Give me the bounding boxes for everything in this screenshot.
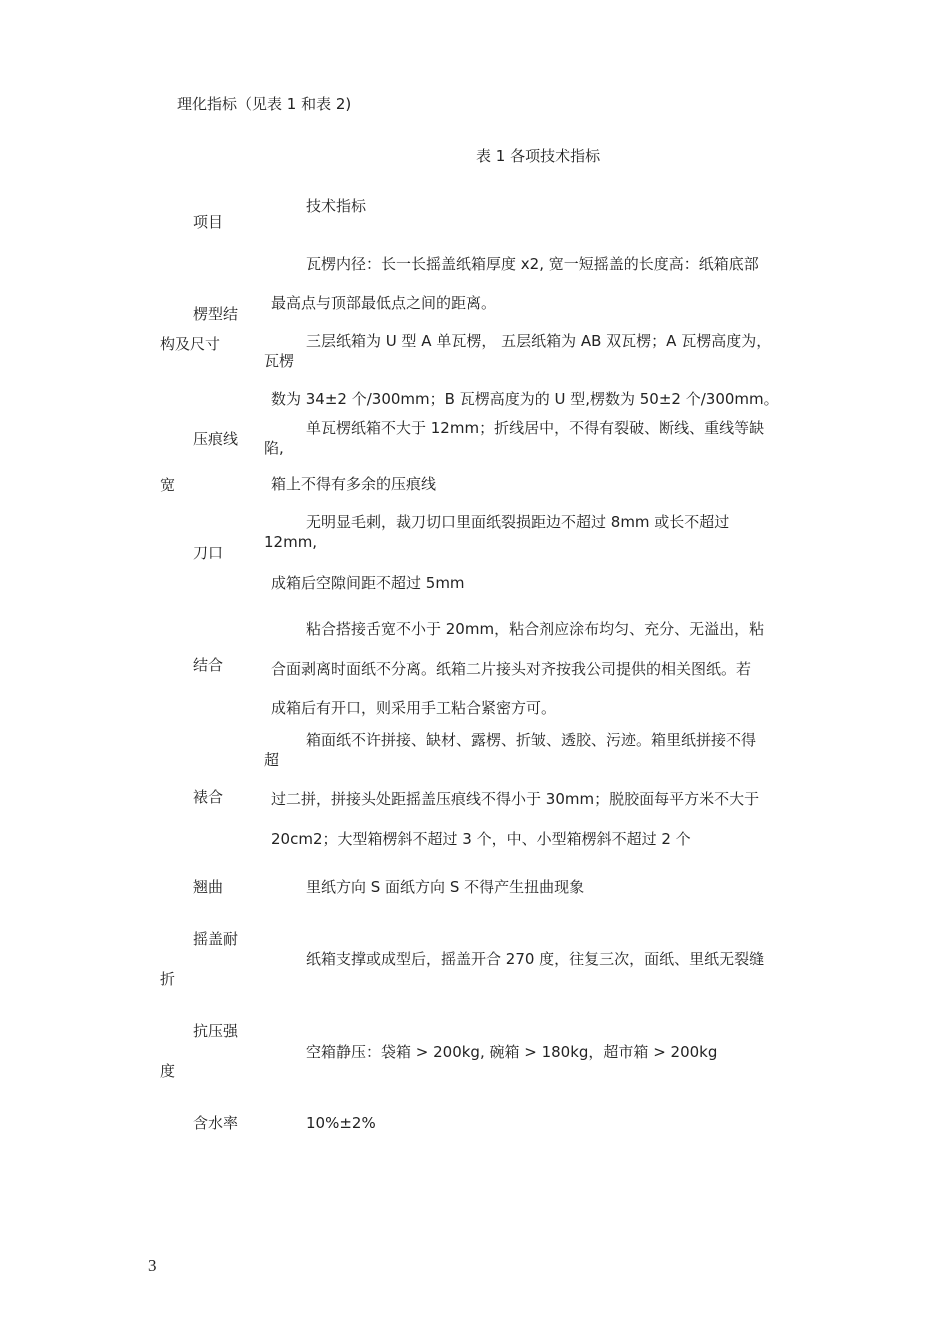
label-compress-2: 度	[160, 1062, 176, 1080]
spec-laminate-1: 箱面纸不许拼接、缺材、露楞、折皱、透胶、污迹。箱里纸拼接不得	[306, 731, 757, 749]
label-cut: 刀口	[193, 544, 224, 562]
spec-cut-1: 无明显毛刺，裁刀切口里面纸裂损距边不超过 8mm 或长不超过	[306, 513, 730, 531]
spec-crease-2: 陷,	[264, 439, 284, 457]
label-crease-1: 压痕线	[193, 430, 239, 448]
spec-warp: 里纸方向 S 面纸方向 S 不得产生扭曲现象	[306, 878, 585, 896]
page-number: 3	[148, 1256, 157, 1275]
spec-cut-2: 12mm,	[264, 533, 318, 551]
header-spec: 技术指标	[306, 197, 367, 215]
intro-text: 理化指标（见表 1 和表 2)	[177, 95, 352, 113]
spec-fluting-3: 三层纸箱为 U 型 A 单瓦楞， 五层纸箱为 AB 双瓦楞；A 瓦楞高度为，	[306, 332, 772, 350]
label-compress-1: 抗压强	[193, 1022, 239, 1040]
spec-fluting-4: 瓦楞	[264, 352, 295, 370]
spec-crease-3: 箱上不得有多余的压痕线	[271, 475, 437, 493]
label-warp: 翘曲	[193, 878, 224, 896]
spec-compress: 空箱静压：袋箱 > 200kg, 碗箱 > 180kg，超市箱 > 200kg	[306, 1043, 718, 1061]
spec-moisture: 10%±2%	[306, 1114, 376, 1132]
spec-crease-1: 单瓦楞纸箱不大于 12mm；折线居中，不得有裂破、断线、重线等缺	[306, 419, 765, 437]
label-crease-2: 宽	[160, 476, 176, 494]
label-fold-1: 摇盖耐	[193, 930, 239, 948]
label-fluting-2: 构及尺寸	[160, 335, 221, 353]
spec-fluting-1: 瓦楞内径：长一长摇盖纸箱厚度 x2, 宽一短摇盖的长度高：纸箱底部	[306, 255, 759, 273]
label-laminate: 裱合	[193, 788, 224, 806]
label-fold-2: 折	[160, 970, 176, 988]
spec-laminate-3: 过二拼，拼接头处距摇盖压痕线不得小于 30mm；脱胶面每平方米不大于	[271, 790, 760, 808]
spec-cut-3: 成箱后空隙间距不超过 5mm	[271, 574, 465, 592]
spec-laminate-2: 超	[264, 751, 280, 769]
spec-fold: 纸箱支撑或成型后，摇盖开合 270 度，往复三次，面纸、里纸无裂缝	[306, 950, 765, 968]
spec-fluting-2: 最高点与顶部最低点之间的距离。	[271, 294, 497, 312]
table-title: 表 1 各项技术指标	[476, 147, 601, 165]
spec-fluting-5: 数为 34±2 个/300mm；B 瓦楞高度为的 U 型,楞数为 50±2 个/300mm。	[271, 390, 779, 408]
spec-laminate-4: 20cm2；大型箱楞斜不超过 3 个，中、小型箱楞斜不超过 2 个	[271, 830, 691, 848]
header-item: 项目	[193, 213, 224, 231]
spec-bond-3: 成箱后有开口，则采用手工粘合紧密方可。	[271, 699, 557, 717]
spec-bond-2: 合面剥离时面纸不分离。纸箱二片接头对齐按我公司提供的相关图纸。若	[271, 660, 752, 678]
label-bond: 结合	[193, 656, 224, 674]
label-moisture: 含水率	[193, 1114, 239, 1132]
spec-bond-1: 粘合搭接舌宽不小于 20mm，粘合剂应涂布均匀、充分、无溢出，粘	[306, 620, 765, 638]
label-fluting-1: 楞型结	[193, 305, 239, 323]
